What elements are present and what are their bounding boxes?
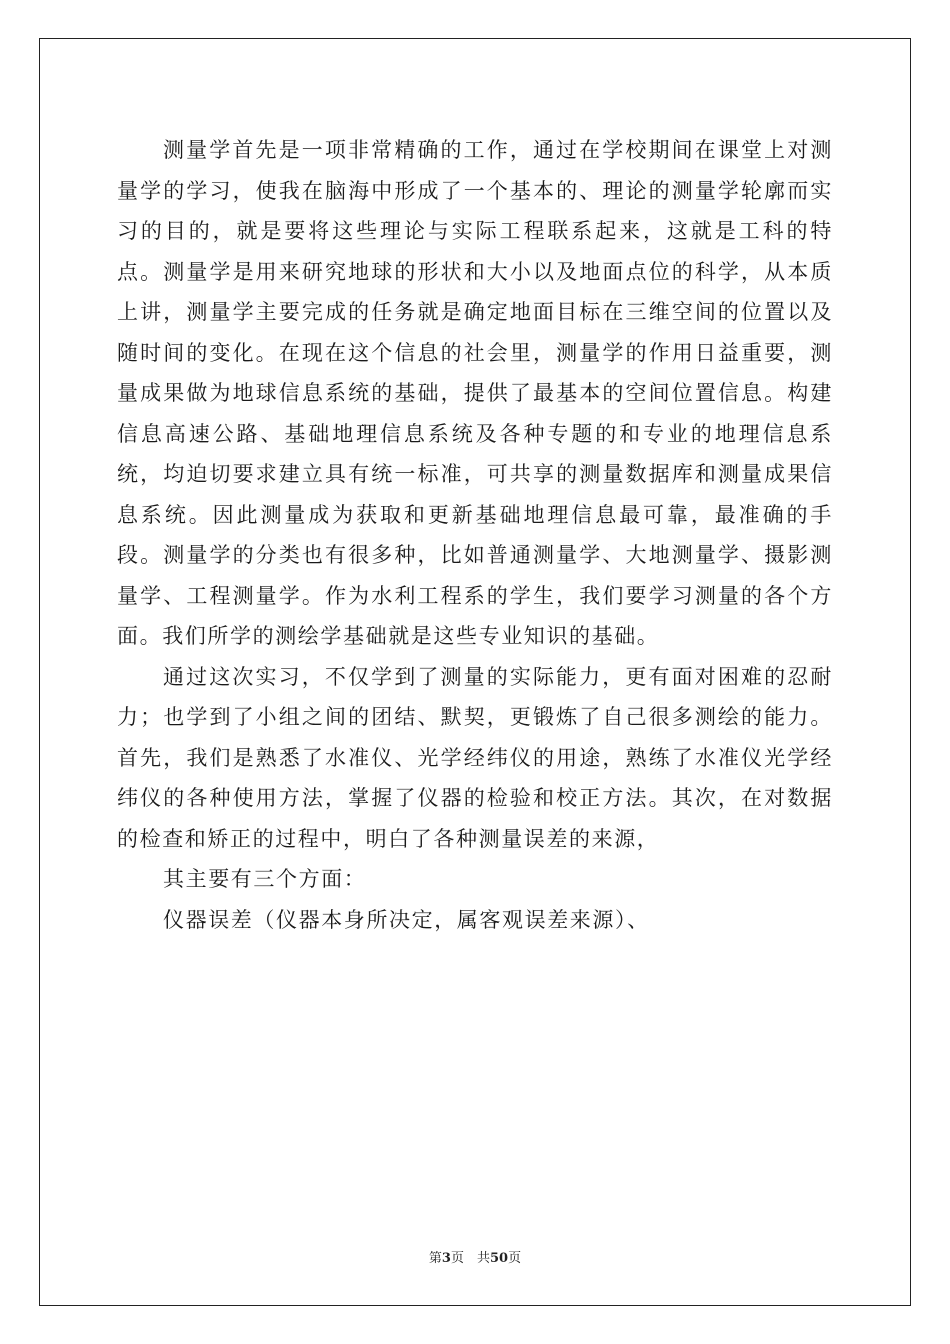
paragraph-3: 其主要有三个方面： [163, 867, 367, 891]
footer-middle: 页 共 [450, 1251, 490, 1266]
paragraph-2: 通过这次实习，不仅学到了测量的实际能力，更有面对困难的忍耐力；也学到了小组之间的团结、默契，更锻炼了自己很多测绘的能力。首先，我们是熟悉了水准仪、光学经纬仪的用途，熟练了水准仪光学经纬仪的各种使用方法，掌握了仪器的检验和校正方法。其次，在对数据的检查和矫正的过程中，明白了各种测量误差的来源， [117, 664, 833, 851]
paragraph-4: 仪器误差（仪器本身所决定，属客观误差来源）、 [163, 907, 650, 932]
page-footer [0, 1247, 950, 1266]
paragraph-1: 测量学首先是一项非常精确的工作，通过在学校期间在课堂上对测量学的学习，使我在脑海中形成了一个基本的、理论的测量学轮廓而实习的目的，就是要将这些理论与实际工程联系起来，这就是工科的特点。测量学是用来研究地球的形状和大小以及地面点位的科学，从本质上讲，测量学主要完成的任务就是确定地面目标在三维空间的位置以及随时间的变化。在现在这个信息的社会里，测量学的作用日益重要，测量成果做为地球信息系统的基础，提供了最基本的空间位置信息。构建信息高速公路、基础地理信息系统及各种专题的和专业的地理信息系统，均迫切要求建立具有统一标准，可共享的测量数据库和测量成果信息系统。因此测量成为获取和更新基础地理信息最可靠，最准确的手段。测量学的分类也有很多种，比如普通测量学、大地测量学、摄影测量学、工程测量学。作为水利工程系的学生，我们要学习测量的各个方面。我们所学的测绘学基础就是这些专业知识的基础。 [117, 138, 833, 648]
total-pages-number: 50 [489, 1251, 509, 1266]
footer-suffix: 页 [508, 1251, 522, 1266]
document-body [117, 130, 833, 940]
current-page-number: 3 [441, 1251, 451, 1266]
footer-prefix: 第 [428, 1251, 442, 1266]
